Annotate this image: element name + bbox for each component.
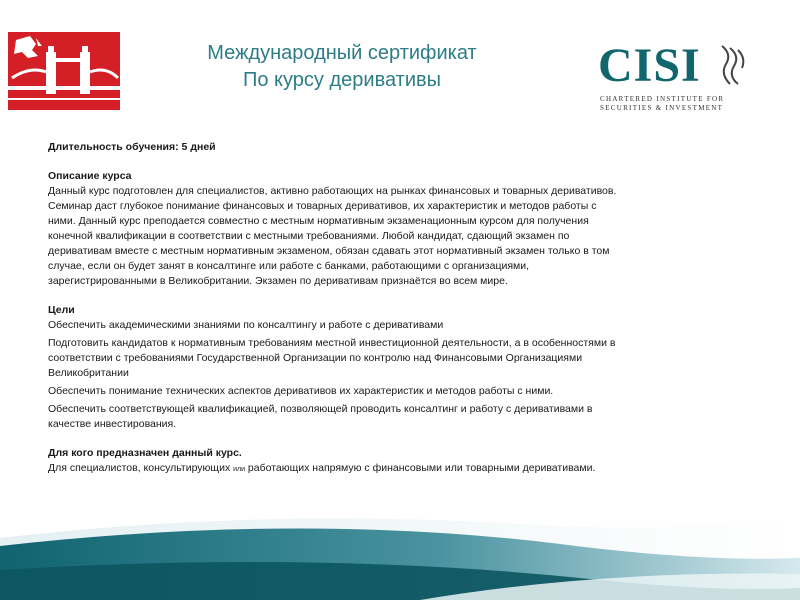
cisi-wordmark: CISI: [598, 39, 701, 92]
audience-text: [48, 461, 728, 477]
cisi-subtitle: [600, 95, 748, 113]
description-line: конечной квалификации в соответствии с местными требованиями. Любой кандидат, сдающий экзамен по: [48, 230, 570, 242]
goal-item-4-line: качестве инвестирования.: [48, 418, 177, 430]
london-bridge-logo: [8, 32, 120, 110]
decorative-waves: [0, 500, 800, 600]
griffin-icon: [716, 44, 750, 86]
goal-item-1: Обеспечить академическими знаниями по консалтингу и работе с деривативами: [48, 319, 444, 331]
audience-text-a: Для специалистов, консультирующих: [48, 462, 234, 474]
description-heading: Описание курса: [48, 170, 132, 182]
cisi-logo: [598, 40, 758, 116]
goal-item-2: [48, 336, 728, 381]
goal-item-4: [48, 402, 728, 432]
audience-heading: Для кого предназначен данный курс.: [48, 447, 242, 459]
goal-item-2-line: Подготовить кандидатов к нормативным требованиям местной инвестиционной деятельности, а в особенностями в: [48, 337, 616, 349]
goal-item-4-line: Обеспечить соответствующей квалификацией, позволяющей проводить консалтинг и работу с деривативами в: [48, 403, 593, 415]
audience-text-or: или: [233, 466, 246, 473]
description-line: зарегистрированными в Великобритании. Экзамен по деривативам признаётся во всем мире.: [48, 275, 508, 287]
cisi-subtitle-line-2: SECURITIES & INVESTMENT: [600, 104, 724, 112]
course-content: [48, 140, 728, 477]
description-line: ними. Данный курс преподается совместно с местным нормативным экзаменационным курсом для получения: [48, 215, 589, 227]
goals-heading: Цели: [48, 304, 75, 316]
description-line: деривативам вместе с местным нормативным экзаменом, обязан сдавать этот нормативный экзамен только в том: [48, 245, 610, 257]
title-line-2: По курсу деривативы: [243, 69, 441, 91]
goal-item-2-line: соответствии с требованиями Государственной Организации по контролю над Финансовыми Организациями: [48, 352, 583, 364]
title-line-1: Международный сертификат: [207, 42, 477, 64]
cisi-subtitle-line-1: CHARTERED INSTITUTE FOR: [600, 95, 725, 103]
tower-bridge-icon: [8, 32, 120, 110]
description-line: Данный курс подготовлен для специалистов, активно работающих на рынках финансовых и товарных деривативов.: [48, 185, 617, 197]
page-title: [152, 40, 532, 94]
duration-text: Длительность обучения: 5 дней: [48, 141, 216, 153]
goal-item-2-line: Великобритании: [48, 367, 129, 379]
goal-item-3: Обеспечить понимание технических аспектов деривативов их характеристик и методов работы с ними.: [48, 385, 554, 397]
description-line: случае, если он будет занят в консалтинге или работе с банками, работающими с организациями,: [48, 260, 530, 272]
description-line: Семинар даст глубокое понимание финансовых и товарных деривативов, их характеристик и методов работы с: [48, 200, 597, 212]
audience-text-b: работающих напрямую с финансовыми или товарными деривативами.: [245, 462, 596, 474]
